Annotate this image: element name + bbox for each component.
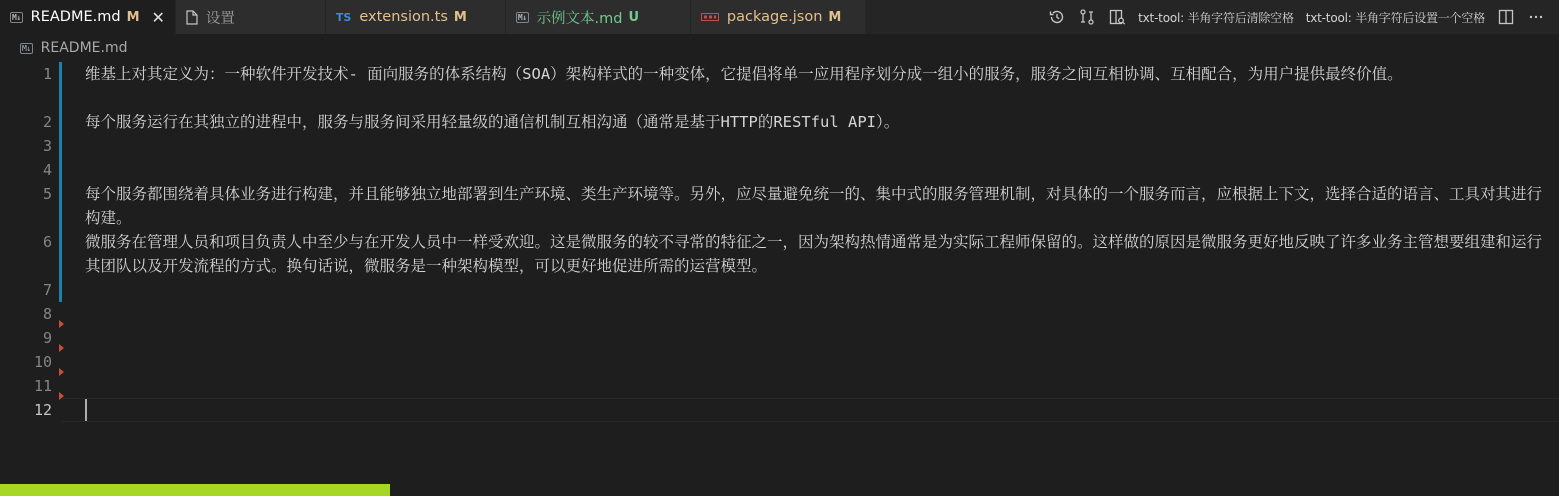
tab-label: package.json (726, 9, 823, 25)
line-number: 3 (42, 137, 52, 155)
tab-label: 设置 (205, 10, 235, 27)
untracked-badge: U (628, 9, 640, 25)
line-number: 10 (33, 353, 52, 371)
line-number: 11 (33, 377, 52, 395)
text-cursor (85, 399, 87, 421)
editor[interactable] (0, 62, 1559, 482)
progress-fill (0, 484, 390, 496)
line-number: 9 (42, 329, 52, 347)
line-number: 8 (42, 305, 52, 323)
line-number: 1 (42, 65, 52, 83)
line-number: 4 (42, 161, 52, 179)
current-line-highlight (62, 398, 1559, 422)
line-text[interactable]: 每个服务运行在其独立的进程中，服务与服务间采用轻量级的通信机制互相沟通（通常是基于HTTP的RESTful API）。 (85, 113, 900, 131)
line-text[interactable]: 微服务在管理人员和项目负责人中至少与在开发人员中一样受欢迎。这是微服务的较不寻常的特征之一，因为架构热情通常是为实际工程师保留的。这样做的原因是微服务更好地反映了许多业务主管想要组建和运行其团队以及开发流程的方式。换句话说，微服务是一种架构模型，可以更好地促进所需的运营模型。 (85, 233, 1543, 275)
editor-actions (1042, 0, 1559, 34)
tab-settings[interactable] (176, 0, 326, 34)
tab-readme[interactable] (0, 0, 176, 34)
modified-badge: M (126, 9, 140, 25)
git-deleted-marker[interactable] (59, 344, 64, 352)
package-icon (701, 12, 719, 22)
git-deleted-marker[interactable] (59, 320, 64, 328)
set-one-space-command[interactable]: txt-tool: 半角字符后设置一个空格 (1305, 10, 1485, 25)
markdown-icon: M↓ (517, 12, 527, 22)
file-icon (186, 10, 198, 25)
tab-package-json[interactable] (691, 0, 866, 34)
tab-label: 示例文本.md (536, 10, 623, 27)
timeline-icon[interactable] (1042, 2, 1072, 32)
line-text[interactable]: 维基上对其定义为：一种软件开发技术- 面向服务的体系结构（SOA）架构样式的一种变体，它提倡将单一应用程序划分成一组小的服务，服务之间互相协调、互相配合，为用户提供最终价值。 (85, 65, 1403, 83)
clear-spaces-command[interactable]: txt-tool: 半角字符后清除空格 (1138, 10, 1294, 25)
breadcrumb (0, 34, 1559, 62)
breadcrumb-file[interactable]: README.md (40, 40, 128, 56)
modified-badge: M (828, 9, 842, 25)
line-number: 5 (42, 185, 52, 203)
line-number: 7 (42, 281, 52, 299)
line-text[interactable]: 每个服务都围绕着具体业务进行构建，并且能够独立地部署到生产环境、类生产环境等。另外，应尽量避免统一的、集中式的服务管理机制，对具体的一个服务而言，应根据上下文，选择合适的语言、工具对其进行构建。 (85, 185, 1543, 227)
split-editor-icon[interactable] (1491, 2, 1521, 32)
line-number: 6 (42, 233, 52, 251)
close-icon[interactable]: ✕ (151, 7, 165, 27)
progress-bar (0, 484, 1559, 496)
compare-changes-icon[interactable] (1072, 2, 1102, 32)
markdown-icon: M↓ (12, 12, 21, 22)
tab-label: extension.ts (359, 9, 448, 25)
line-number: 2 (42, 113, 52, 131)
git-change-bar[interactable] (59, 62, 62, 302)
markdown-icon: M↓ (22, 43, 31, 53)
git-deleted-marker[interactable] (59, 368, 64, 376)
line-number: 12 (33, 401, 52, 419)
open-preview-icon[interactable] (1102, 2, 1132, 32)
typescript-icon: TS (335, 10, 352, 24)
modified-badge: M (453, 9, 467, 25)
tab-extension-ts[interactable] (326, 0, 506, 34)
more-actions-icon[interactable] (1521, 2, 1551, 32)
tab-sample-text[interactable] (506, 0, 691, 34)
tab-label: README.md (30, 9, 121, 25)
